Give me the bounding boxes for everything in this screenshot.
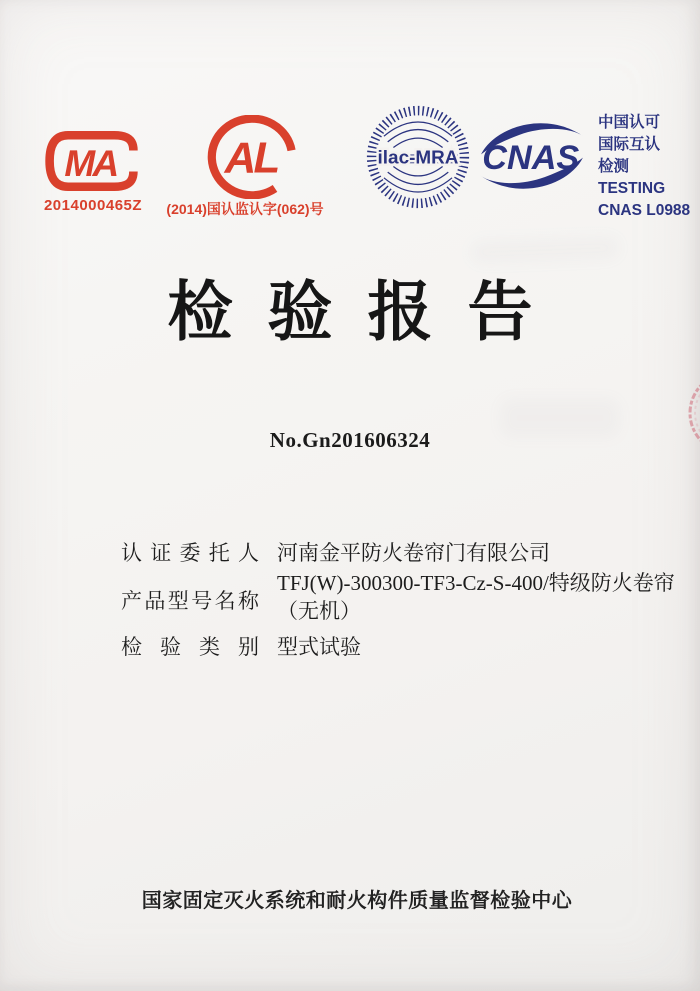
cal-approval-caption: (2014)国认监认字(062)号 (166, 201, 324, 217)
product-model-line-2: （无机） (277, 599, 361, 623)
cnas-line-1: 中国认可 (598, 114, 661, 131)
cnas-mark-letters: CNAS (482, 139, 580, 178)
bleed-through-smudge (500, 398, 620, 438)
ilac-mra-icon (365, 103, 471, 211)
cnas-line-4: TESTING (598, 180, 666, 197)
report-number: No.Gn201606324 (269, 428, 431, 452)
cal-mark-icon (206, 115, 298, 199)
cma-mark-icon (43, 128, 142, 194)
product-model-line-1: TFJ(W)-300300-TF3-Cz-S-400/特级防火卷帘 (277, 571, 675, 595)
cnas-line-3: 检测 (598, 158, 630, 175)
field-value-inspection-type: 型式试验 (277, 635, 361, 659)
cma-mark-letters: MA (64, 143, 117, 185)
field-value-applicant: 河南金平防火卷帘门有限公司 (277, 541, 550, 565)
cal-mark-letters: AL (224, 133, 278, 183)
cnas-line-2: 国际互认 (598, 136, 661, 153)
cnas-mark-icon (477, 115, 587, 197)
field-label-product-model: 产品型号名称 (121, 589, 259, 613)
field-value-product-model (277, 569, 687, 625)
bleed-through-smudge (470, 235, 621, 264)
report-title: 检验报告 (167, 275, 568, 348)
cma-certificate-number: 2014000465Z (43, 197, 143, 214)
cnas-line-5: CNAS L0988 (598, 202, 691, 219)
red-stamp-arc-icon (686, 369, 700, 457)
cnas-accreditation-text (598, 112, 690, 222)
field-label-inspection-type: 检验类别 (121, 635, 259, 659)
footer-org-name: 国家固定灭火系统和耐火构件质量监督检验中心 (141, 890, 573, 912)
field-label-applicant: 认证委托人 (121, 541, 259, 565)
ilac-mra-label: ilac-MRA (377, 147, 459, 169)
